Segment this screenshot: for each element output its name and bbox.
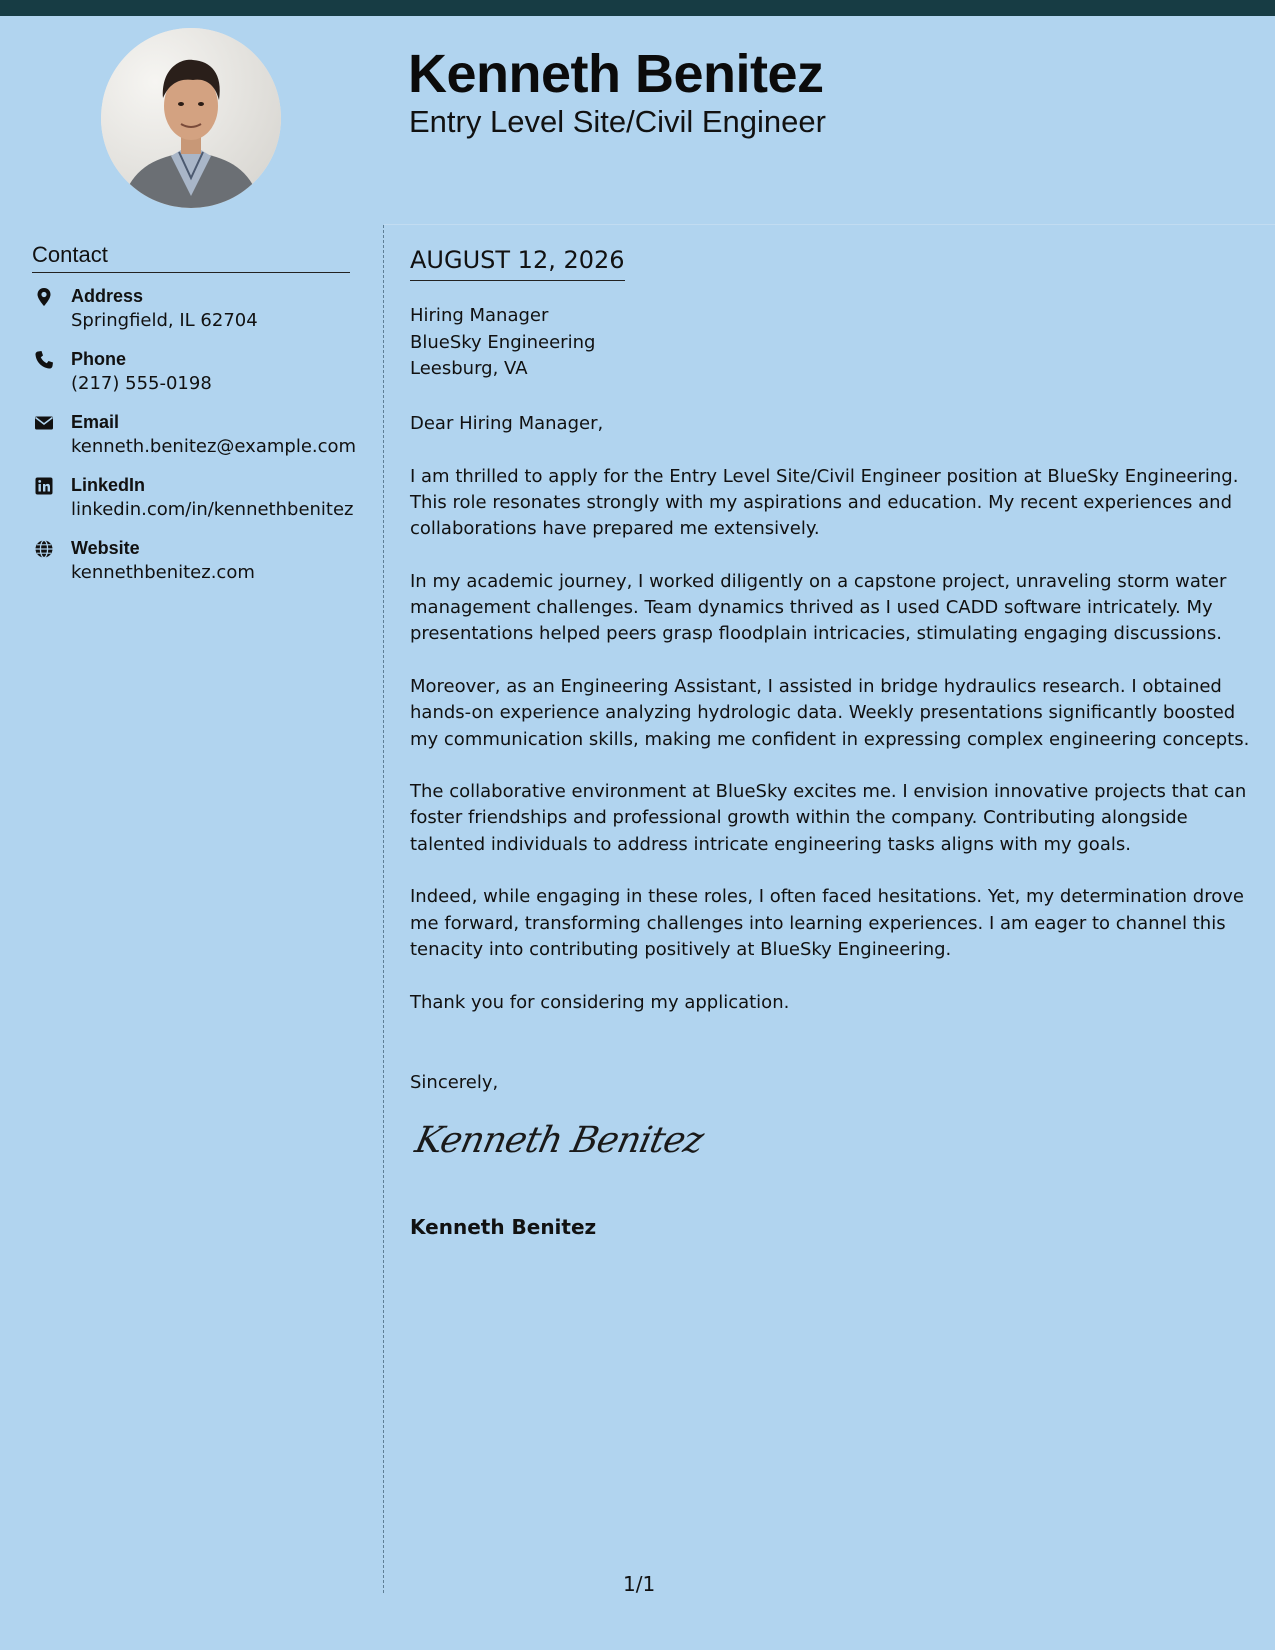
contact-value[interactable]: kenneth.benitez@example.com <box>71 436 357 457</box>
profile-photo <box>101 28 281 208</box>
letter-paragraph: Moreover, as an Engineering Assistant, I assisted in bridge hydraulics research. I obtained hands-on experience analyzing hydrologic data. Weekly presentations significantly boosted my communication skills, making me confident in expressing complex engineering concepts. <box>410 675 1250 750</box>
handwritten-signature <box>411 1120 707 1161</box>
header-divider <box>384 224 1275 225</box>
letter-body <box>410 411 1250 1042</box>
location-pin-icon <box>34 287 54 307</box>
column-divider <box>383 225 384 1593</box>
letter-date: AUGUST 12, 2026 <box>410 243 625 281</box>
candidate-name: Kenneth Benitez <box>408 44 824 104</box>
contact-phone <box>32 346 362 409</box>
contact-heading: Contact <box>32 239 350 273</box>
contact-label: Address <box>71 286 144 306</box>
top-bar <box>0 0 1275 16</box>
contact-linkedin <box>32 472 362 535</box>
closing: Sincerely, <box>410 1072 499 1093</box>
contact-label: Phone <box>71 349 127 369</box>
letter-paragraph: In my academic journey, I worked diligently on a capstone project, unraveling storm water management challenges. Team dynamics thrived as I used CADD software intricately. My presentations helped peers grasp floodplain intricacies, stimulating engaging discussions. <box>410 570 1227 645</box>
globe-icon <box>34 539 54 559</box>
linkedin-icon <box>34 476 54 496</box>
page-number: 1/1 <box>623 1572 656 1596</box>
recipient-block <box>410 303 595 383</box>
phone-icon <box>34 350 54 370</box>
contact-label: Website <box>71 538 140 558</box>
signer-name: Kenneth Benitez <box>410 1215 597 1239</box>
letter-paragraph: Thank you for considering my application. <box>410 991 790 1013</box>
contact-value: (217) 555-0198 <box>71 373 212 394</box>
recipient-line: BlueSky Engineering <box>410 331 596 353</box>
contact-email <box>32 409 362 472</box>
contact-label: Email <box>71 412 120 432</box>
contact-website <box>32 535 362 598</box>
email-icon <box>34 413 54 433</box>
contact-value: Springfield, IL 62704 <box>71 310 258 331</box>
signature-text: Kenneth Benitez <box>411 1120 707 1161</box>
salutation: Dear Hiring Manager, <box>410 413 604 434</box>
contact-value[interactable]: linkedin.com/in/kennethbenitez <box>71 499 354 520</box>
contact-label: LinkedIn <box>71 475 146 495</box>
contact-address <box>32 283 362 346</box>
contact-value[interactable]: kennethbenitez.com <box>71 562 255 583</box>
letter-paragraph: I am thrilled to apply for the Entry Level Site/Civil Engineer position at BlueSky Engineering. This role resonates strongly with my aspirations and education. My recent experiences and collaborations have prepared me extensively. <box>410 465 1239 540</box>
recipient-line: Hiring Manager <box>410 305 549 326</box>
job-title: Entry Level Site/Civil Engineer <box>409 104 826 139</box>
letter-paragraph: The collaborative environment at BlueSky excites me. I envision innovative projects that can foster friendships and professional growth within the company. Contributing alongside talented individuals to address intricate engineering tasks aligns with my goals. <box>410 781 1247 855</box>
contact-list <box>32 283 362 598</box>
recipient-line: Leesburg, VA <box>410 358 528 379</box>
letter-paragraph: Indeed, while engaging in these roles, I often faced hesitations. Yet, my determination drove me forward, transforming challenges into learning experiences. I am eager to channel this tenacity into contributing positively at BlueSky Engineering. <box>410 886 1244 960</box>
